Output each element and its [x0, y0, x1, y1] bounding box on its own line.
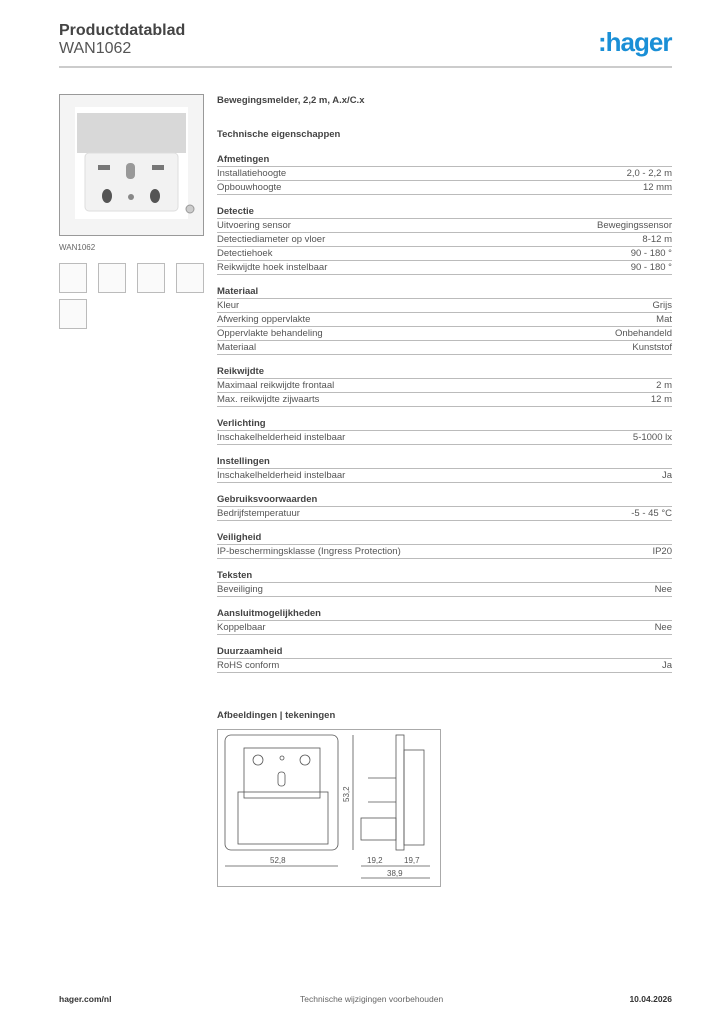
spec-value: Ja	[661, 660, 672, 671]
header-divider	[59, 66, 672, 68]
spec-label: Detectiehoek	[217, 248, 273, 259]
section-heading: Reikwijdte	[217, 365, 672, 379]
spec-label: Opbouwhoogte	[217, 182, 282, 193]
spec-label: Max. reikwijdte zijwaarts	[217, 394, 320, 405]
dim-width: 52,8	[270, 856, 286, 865]
spec-value: Bewegingssensor	[597, 220, 672, 231]
spec-label: Kleur	[217, 300, 240, 311]
section-heading: Instellingen	[217, 455, 672, 469]
spec-label: RoHS conform	[217, 660, 280, 671]
spec-section	[217, 365, 672, 407]
spec-section	[217, 153, 672, 195]
spec-label: Beveiliging	[217, 584, 263, 595]
spec-value: Kunststof	[632, 342, 672, 353]
dim-height: 53,2	[342, 786, 351, 802]
spec-row	[217, 167, 672, 181]
footer-date: 10.04.2026	[629, 994, 672, 1004]
spec-label: Inschakelhelderheid instelbaar	[217, 470, 346, 481]
spec-label: Afwerking oppervlakte	[217, 314, 311, 325]
spec-value: 5-1000 lx	[632, 432, 672, 443]
spec-row	[217, 379, 672, 393]
spec-label: Detectiediameter op vloer	[217, 234, 326, 245]
spec-section	[217, 645, 672, 673]
spec-row	[217, 583, 672, 597]
spec-value: Grijs	[652, 300, 672, 311]
spec-value: Mat	[656, 314, 672, 325]
spec-row	[217, 247, 672, 261]
spec-label: Inschakelhelderheid instelbaar	[217, 432, 346, 443]
spec-value: 12 mm	[642, 182, 672, 193]
spec-value: Ja	[661, 470, 672, 481]
spec-row	[217, 261, 672, 275]
dim-depth-back: 19,7	[404, 856, 420, 865]
spec-row	[217, 431, 672, 445]
spec-label: IP-beschermingsklasse (Ingress Protection)	[217, 546, 401, 557]
dim-depth-front: 19,2	[367, 856, 383, 865]
hager-logo: :hager	[598, 27, 672, 57]
section-heading: Teksten	[217, 569, 672, 583]
footer-website[interactable]: hager.com/nl	[59, 994, 112, 1004]
section-heading: Afmetingen	[217, 153, 672, 167]
spec-row	[217, 181, 672, 195]
dim-depth-total: 38,9	[387, 869, 403, 878]
tech-heading: Technische eigenschappen	[217, 129, 341, 140]
spec-row	[217, 507, 672, 521]
spec-value: Nee	[654, 622, 672, 633]
spec-value: Nee	[654, 584, 672, 595]
spec-label: Oppervlakte behandeling	[217, 328, 323, 339]
spec-section	[217, 285, 672, 355]
thumbnail-front[interactable]	[59, 263, 87, 293]
product-title: Bewegingsmelder, 2,2 m, A.x/C.x	[217, 95, 365, 106]
spec-label: Materiaal	[217, 342, 257, 353]
section-heading: Verlichting	[217, 417, 672, 431]
spec-value: Onbehandeld	[614, 328, 672, 339]
spec-section	[217, 455, 672, 483]
figures-heading: Afbeeldingen | tekeningen	[217, 710, 336, 721]
spec-label: Uitvoering sensor	[217, 220, 291, 231]
product-image[interactable]	[59, 94, 204, 236]
spec-value: IP20	[652, 546, 672, 557]
spec-row	[217, 341, 672, 355]
section-heading: Duurzaamheid	[217, 645, 672, 659]
spec-section	[217, 417, 672, 445]
spec-section	[217, 531, 672, 559]
footer-disclaimer: Technische wijzigingen voorbehouden	[300, 994, 444, 1004]
spec-value: 90 - 180 °	[630, 248, 672, 259]
spec-label: Bedrijfstemperatuur	[217, 508, 300, 519]
dimension-drawing	[217, 729, 441, 887]
thumbnail-side[interactable]	[176, 263, 204, 293]
spec-value: 2,0 - 2,2 m	[626, 168, 672, 179]
spec-row	[217, 233, 672, 247]
section-heading: Aansluitmogelijkheden	[217, 607, 672, 621]
section-heading: Gebruiksvoorwaarden	[217, 493, 672, 507]
spec-label: Koppelbaar	[217, 622, 266, 633]
spec-row	[217, 313, 672, 327]
spec-label: Reikwijdte hoek instelbaar	[217, 262, 328, 273]
product-code: WAN1062	[59, 40, 132, 57]
image-caption: WAN1062	[59, 243, 96, 252]
spec-row	[217, 469, 672, 483]
section-heading: Veiligheid	[217, 531, 672, 545]
section-heading: Materiaal	[217, 285, 672, 299]
thumbnail-drawing[interactable]	[59, 299, 87, 329]
spec-row	[217, 393, 672, 407]
spec-label: Maximaal reikwijdte frontaal	[217, 380, 335, 391]
spec-row	[217, 327, 672, 341]
thumbnail-bottom[interactable]	[98, 263, 126, 293]
spec-value: 8-12 m	[642, 234, 672, 245]
spec-section	[217, 493, 672, 521]
spec-row	[217, 219, 672, 233]
spec-row	[217, 621, 672, 635]
spec-value: 12 m	[650, 394, 672, 405]
specifications	[217, 95, 672, 673]
spec-value: 2 m	[656, 380, 672, 391]
document-title: Productdatablad	[59, 22, 186, 39]
spec-section	[217, 205, 672, 275]
spec-label: Installatiehoogte	[217, 168, 287, 179]
spec-row	[217, 659, 672, 673]
spec-section	[217, 569, 672, 597]
spec-value: -5 - 45 °C	[631, 508, 672, 519]
spec-value: 90 - 180 °	[630, 262, 672, 273]
section-heading: Detectie	[217, 205, 672, 219]
thumbnail-top[interactable]	[137, 263, 165, 293]
spec-row	[217, 299, 672, 313]
spec-section	[217, 607, 672, 635]
spec-row	[217, 545, 672, 559]
